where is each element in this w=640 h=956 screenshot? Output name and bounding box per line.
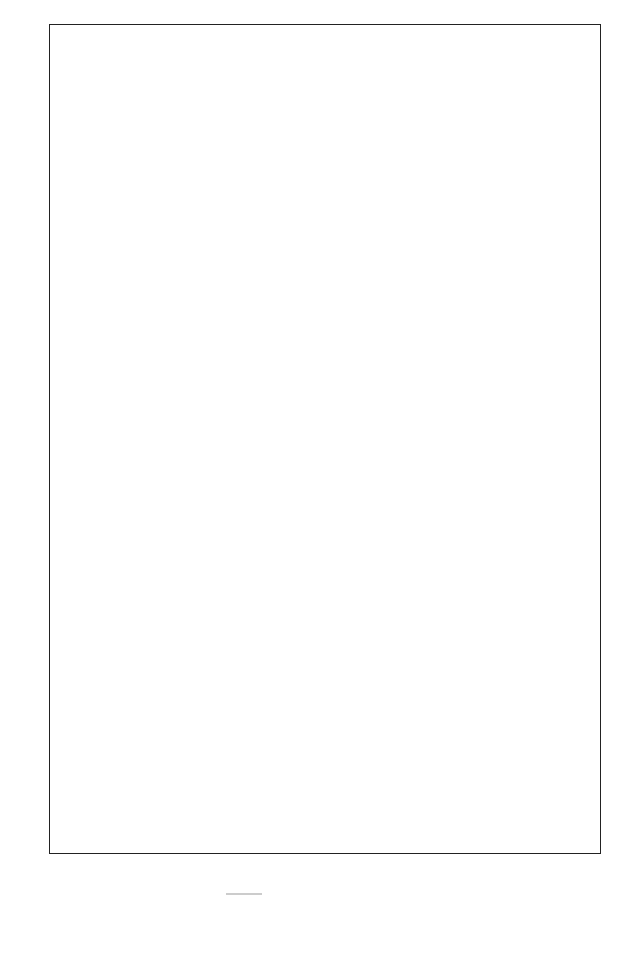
footer-text [93,636,105,956]
scan-artifact [226,893,262,895]
table-grid [49,24,601,854]
textbook-table [49,24,601,854]
